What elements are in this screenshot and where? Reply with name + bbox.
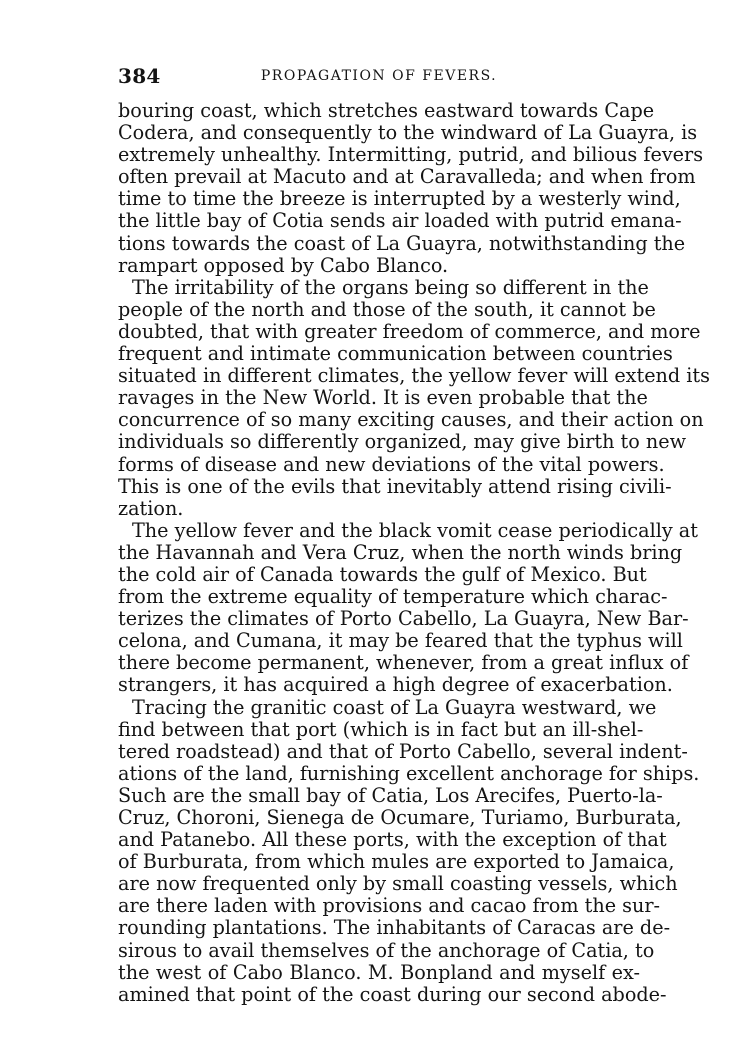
text-line: celona, and Cumana, it may be feared that the typhus will <box>118 629 683 653</box>
text-line: Cruz, Choroni, Sienega de Ocumare, Turiamo, Burburata, <box>118 806 682 829</box>
text-line: amined that point of the coast during our second abode- <box>118 982 667 1006</box>
paragraph <box>118 518 698 697</box>
text-line: ravages in the New World. It is even probable that the <box>118 386 648 410</box>
text-line: Such are the small bay of Catia, Los Arecifes, Puerto-la- <box>118 783 663 807</box>
text-line: often prevail at Macuto and at Caravalleda; and when from <box>118 165 696 189</box>
paragraph <box>118 275 710 520</box>
text-line: extremely unhealthy. Intermitting, putrid, and bilious fevers <box>118 143 704 167</box>
text-line: Codera, and consequently to the windward of La Guayra, is <box>118 121 698 145</box>
text-line: rampart opposed by Cabo Blanco. <box>118 253 449 277</box>
page-number: 384 <box>118 64 161 88</box>
text-line: Tracing the granitic coast of La Guayra westward, we <box>132 695 657 719</box>
text-line: individuals so differently organized, may give birth to new <box>118 430 687 454</box>
text-line: zation. <box>118 496 184 520</box>
text-line: are there laden with provisions and cacao from the sur- <box>118 894 661 918</box>
text-line: terizes the climates of Porto Cabello, La Guayra, New Bar- <box>118 607 689 631</box>
text-line: of Burburata, from which mules are exported to Jamaica, <box>118 850 675 874</box>
text-line: ations of the land, furnishing excellent anchorage for ships. <box>118 761 700 785</box>
paragraph <box>118 99 704 277</box>
text-line: This is one of the evils that inevitably attend rising civili- <box>118 474 672 498</box>
page-header <box>118 62 640 90</box>
text-line: sirous to avail themselves of the anchorage of Catia, to <box>118 938 655 962</box>
text-line: are now frequented only by small coasting vessels, which <box>118 872 678 896</box>
text-line: find between that port (which is in fact but an ill-shel- <box>118 717 644 741</box>
text-line: bouring coast, which stretches eastward towards Cape <box>118 99 655 122</box>
text-line: situated in different climates, the yellow fever will extend its <box>118 364 710 388</box>
text-line: doubted, that with greater freedom of commerce, and more <box>118 319 701 343</box>
text-line: The irritability of the organs being so different in the <box>132 275 649 299</box>
text-line: people of the north and those of the south, it cannot be <box>118 297 656 321</box>
text-line: concurrence of so many exciting causes, and their action on <box>118 408 704 432</box>
text-line: forms of disease and new deviations of the vital powers. <box>118 452 665 476</box>
text-line: the little bay of Cotia sends air loaded with putrid emana- <box>118 209 682 233</box>
text-line: The yellow fever and the black vomit cease periodically at <box>132 518 698 542</box>
body-text <box>118 99 710 1006</box>
text-line: strangers, it has acquired a high degree of exacerbation. <box>118 673 673 697</box>
text-line: frequent and intimate communication between countries <box>118 342 673 366</box>
text-line: from the extreme equality of temperature which charac- <box>118 585 668 609</box>
running-head: PROPAGATION OF FEVERS. <box>260 68 498 84</box>
text-line: time to time the breeze is interrupted by a westerly wind, <box>118 187 681 211</box>
text-line: the cold air of Canada towards the gulf of Mexico. But <box>118 562 647 586</box>
paragraph <box>118 695 700 1006</box>
text-line: tions towards the coast of La Guayra, notwithstanding the <box>118 231 686 255</box>
text-line: the west of Cabo Blanco. M. Bonpland and myself ex- <box>118 960 640 984</box>
text-line: there become permanent, whenever, from a great influx of <box>118 651 689 675</box>
text-line: and Patanebo. All these ports, with the exception of that <box>118 828 667 852</box>
text-line: the Havannah and Vera Cruz, when the north winds bring <box>118 540 683 564</box>
text-line: rounding plantations. The inhabitants of Caracas are de- <box>118 916 671 940</box>
text-line: tered roadstead) and that of Porto Cabello, several indent- <box>118 739 688 763</box>
